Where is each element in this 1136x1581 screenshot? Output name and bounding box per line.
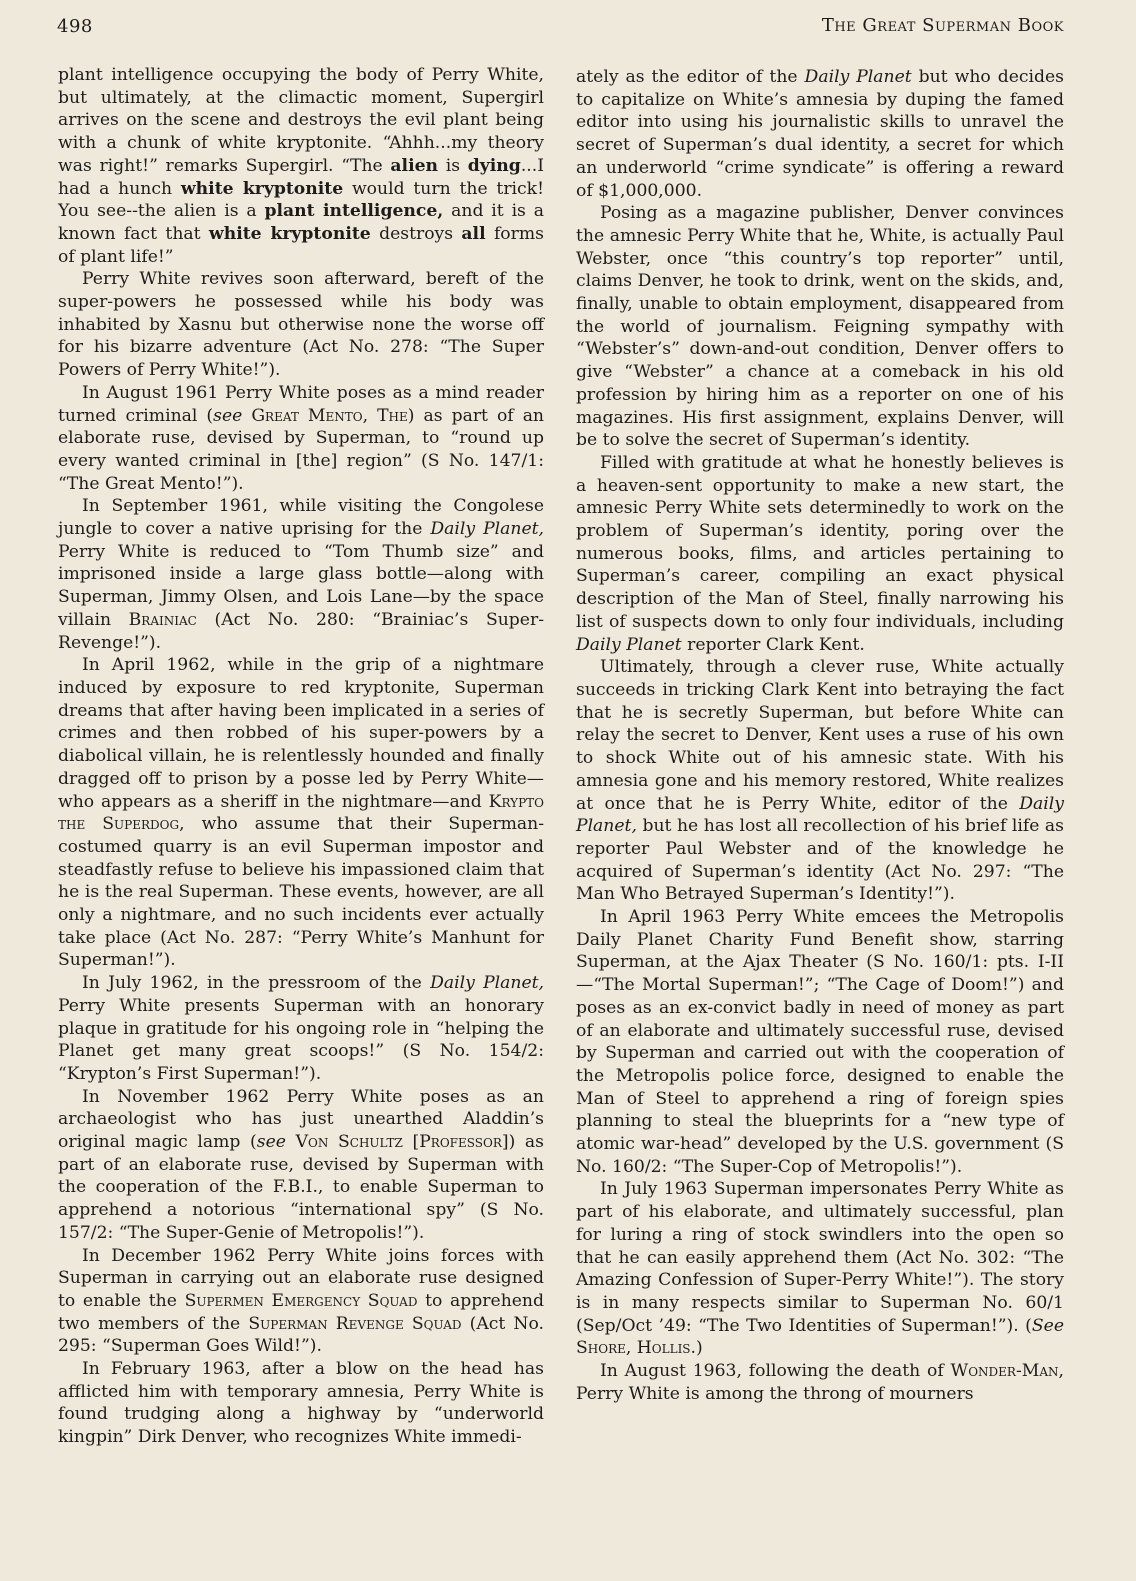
cross-reference: Great Mento, The (251, 405, 408, 426)
paragraph: In April 1963 Perry White emcees the Metropolis Daily Planet Charity Fund Benefit show, starring Superman, at the Ajax Theater (S No. 160/1: pts. I-II—“The Mortal Superman!”; “The Cage of Doom!”) and poses as an ex-convict badly in need of money as part of an elaborate and ultimately successful ruse, devised by Superman and carried out with the cooperation of the Metropolis police force, designed to enable the Man of Steel to apprehend a ring of foreign spies planning to steal the blueprints for a “new type of atomic war-head” developed by the U.S. government (S No. 160/2: “The Super-Cop of Metropolis!”). (576, 907, 1064, 1177)
left-column (58, 64, 544, 1449)
page-number: 498 (57, 16, 93, 37)
cross-reference: Brainiac (128, 609, 197, 630)
paragraph: In November 1962 Perry White poses as an archaeologist who has just unearthed Aladdin’s original magic lamp (see Von Schultz [Professor]) as part of an elaborate ruse, devised by Superman with the cooperation of the F.B.I., to enable Superman to apprehend a notorious “international spy” (S No. 157/2: “The Super-Genie of Metropolis!”). (58, 1086, 544, 1243)
paragraph: In April 1962, while in the grip of a nightmare induced by exposure to red kryptonite, Superman dreams that after having been implicated in a series of crimes and then robbed of his super-powers by a diabolical villain, he is relentlessly hounded and finally dragged off to prison by a posse led by Perry White—who appears as a sheriff in the nightmare—and Krypto the Superdog, who assume that their Superman-costumed quarry is an evil Superman impostor and steadfastly refuse to believe his impassioned claim that he is the real Superman. These events, however, are all only a nightmare, and no such incidents ever actually take place (Act No. 287: “Perry White’s Manhunt for Superman!”). (58, 655, 545, 971)
paragraph: ately as the editor of the Daily Planet but who decides to capitalize on White’s amnesia by duping the famed editor into using his journalistic skills to unravel the secret of Superman’s dual identity, a secret for which an underworld “crime syndicate” is offering a reward of $1,000,000. (576, 67, 1064, 201)
cross-reference: Shore, Hollis. (576, 1338, 696, 1359)
cross-reference: Von Schultz [Professor] (295, 1132, 509, 1153)
paragraph: In December 1962 Perry White joins forces with Superman in carrying out an elaborate ruse designed to enable the Supermen Emergency Squad to apprehend two members of the Superman Revenge Squad (Act No. 295: “Superman Goes Wild!”). (58, 1245, 545, 1357)
paragraph: Posing as a magazine publisher, Denver convinces the amnesic Perry White that he, White, is actually Paul Webster, once “this country’s top reporter” until, claims Denver, he took to drink, went on the skids, and, finally, unable to obtain employment, disappeared from the world of journalism. Feigning sympathy with “Webster’s” down-and-out condition, Denver offers to give “Webster” a chance at a comeback in his old profession by hiring him as a reporter on one of his magazines. His first assignment, explains Denver, will be to solve the secret of Superman’s identity. (576, 203, 1064, 451)
paragraph: Perry White revives soon afterward, bereft of the super-powers he possessed while his body was inhabited by Xasnu but otherwise none the worse off for his bizarre adventure (Act No. 278: “The Super Powers of Perry White!”). (58, 269, 544, 381)
right-column (576, 66, 1064, 1405)
paragraph: In September 1961, while visiting the Congolese jungle to cover a native uprising for the Daily Planet, Perry White is reduced to “Tom Thumb size” and imprisoned inside a large glass bottle—along with Superman, Jimmy Olsen, and Lois Lane—by the space villain Brainiac (Act No. 280: “Brainiac’s Super-Revenge!”). (58, 496, 544, 653)
paragraph: plant intelligence occupying the body of Perry White, but ultimately, at the climactic moment, Supergirl arrives on the scene and destroys the evil plant being with a chunk of white kryptonite. “Ahhh...my theory was right!” remarks Supergirl. “The alien is dying...I had a hunch white kryptonite would turn the trick! You see--the alien is a plant intelligence, and it is a known fact that white kryptonite destroys all forms of plant life!” (58, 65, 544, 267)
cross-reference: Supermen Emergency Squad (184, 1290, 418, 1311)
paragraph: In July 1962, in the pressroom of the Daily Planet, Perry White presents Superman with an honorary plaque in gratitude for his ongoing role in “helping the Planet get many great scoops!” (S No. 154/2: “Krypton’s First Superman!”). (58, 973, 544, 1084)
paragraph: In February 1963, after a blow on the head has afflicted him with temporary amnesia, Perry White is found trudging along a highway by “underworld kingpin” Dirk Denver, who recognizes White immedi- (58, 1359, 544, 1448)
paragraph: In August 1961 Perry White poses as a mind reader turned criminal (see Great Mento, The) as part of an elaborate ruse, devised by Superman, to “round up every wanted criminal in [the] region” (S No. 147/1: “The Great Mento!”). (58, 382, 545, 494)
paragraph: Filled with gratitude at what he honestly believes is a heaven-sent opportunity to make a new start, the amnesic Perry White sets determinedly to work on the problem of Superman’s identity, poring over the numerous books, films, and articles pertaining to Superman’s career, compiling an exact physical description of the Man of Steel, finally narrowing his list of suspects down to only four individuals, including Daily Planet reporter Clark Kent. (576, 452, 1064, 655)
cross-reference: Krypto the Superdog (58, 791, 544, 835)
cross-reference: Wonder-Man (950, 1361, 1059, 1382)
paragraph: In August 1963, following the death of Wonder-Man, Perry White is among the throng of mourners (576, 1361, 1064, 1404)
paragraph: In July 1963 Superman impersonates Perry White as part of his elaborate, and ultimately successful, plan for luring a ring of stock swindlers into the open so that he can easily apprehend them (Act No. 302: “The Amazing Confession of Super-Perry White!”). The story is in many respects similar to Superman No. 60/1 (Sep/Oct ’49: “The Two Identities of Superman!”). (See Shore, Hollis.) (576, 1179, 1064, 1359)
paragraph: Ultimately, through a clever ruse, White actually succeeds in tricking Clark Kent into betraying the fact that he is secretly Superman, but before White can relay the secret to Denver, Kent uses a ruse of his own to shock White out of his amnesic state. With his amnesia gone and his memory restored, White realizes at once that he is Perry White, editor of the Daily Planet, but he has lost all recollection of his brief life as reporter Paul Webster and of the knowledge he acquired of Superman’s identity (Act No. 297: “The Man Who Betrayed Superman’s Identity!”). (576, 657, 1064, 905)
cross-reference: Superman Revenge Squad (248, 1313, 462, 1334)
running-head: The Great Superman Book (821, 15, 1064, 36)
